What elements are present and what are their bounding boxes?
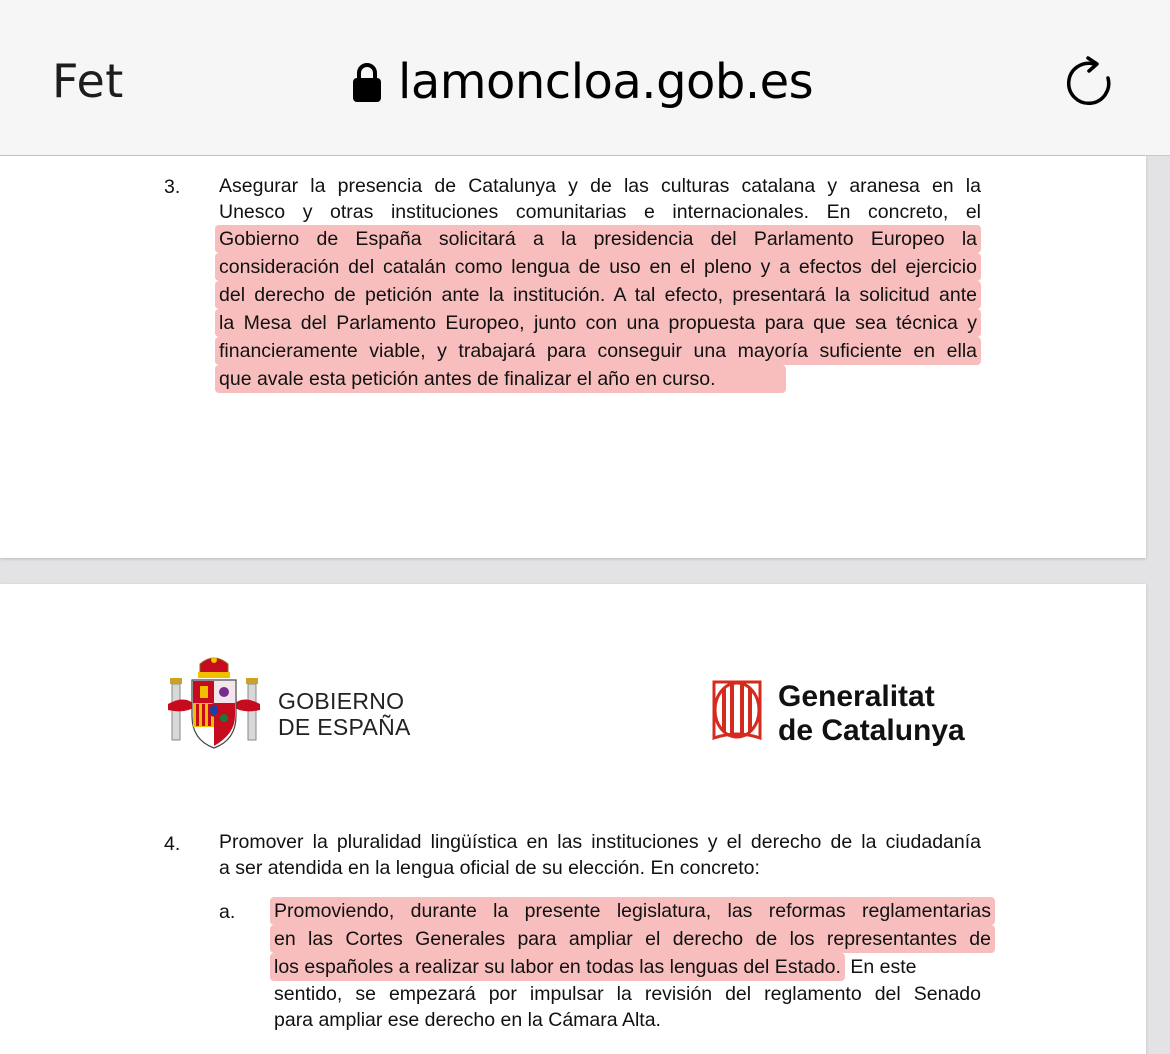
address-bar[interactable] xyxy=(352,52,813,112)
highlight: en las Cortes Generales para ampliar el derecho de los representantes de xyxy=(270,925,995,953)
spain-coat-of-arms-icon xyxy=(166,654,262,752)
generalitat-de-catalunya-logo-text xyxy=(778,680,965,748)
highlighted-line xyxy=(219,365,981,393)
highlight: consideración del catalán como lengua de uso en el pleno y a efectos del ejercicio xyxy=(215,253,981,281)
text-line: sentido, se empezará por impulsar la revisión del reglamento del Senado xyxy=(274,983,981,1005)
highlight: los españoles a realizar su labor en todas las lenguas del Estado. xyxy=(270,953,845,981)
highlighted-line xyxy=(219,337,981,365)
generalitat-senyera-icon xyxy=(708,678,766,742)
text-line: Promover la pluralidad lingüística en las instituciones y el derecho de la ciudadanía xyxy=(219,831,981,853)
item-number: 3. xyxy=(164,176,181,198)
highlighted-line xyxy=(219,281,981,309)
highlight: del derecho de petición ante la institución. A tal efecto, presentará la solicitud ante xyxy=(215,281,981,309)
pdf-page-2 xyxy=(0,584,1146,1054)
text-line xyxy=(274,953,981,981)
highlight: financieramente viable, y trabajará para conseguir una mayoría suficiente en ella xyxy=(215,337,981,365)
highlight: la Mesa del Parlamento Europeo, junto con una propuesta para que sea técnica y xyxy=(215,309,981,337)
reload-icon[interactable] xyxy=(1064,56,1116,108)
text-line: Unesco y otras instituciones comunitarias e internacionales. En concreto, el xyxy=(219,201,981,223)
highlighted-line xyxy=(274,897,991,925)
gobierno-de-espana-logo-text xyxy=(278,688,411,740)
lock-icon xyxy=(352,61,382,103)
item-4a-text xyxy=(274,897,991,1033)
browser-toolbar xyxy=(0,0,1170,156)
pdf-page-1 xyxy=(0,156,1146,558)
item-3-text xyxy=(219,173,981,393)
logo-line: DE ESPAÑA xyxy=(278,714,411,740)
logo-line: GOBIERNO xyxy=(278,688,405,714)
text-line: Asegurar la presencia de Catalunya y de las culturas catalana y aranesa en la xyxy=(219,175,981,197)
highlight: que avale esta petición antes de finalizar el año en curso. xyxy=(215,365,786,393)
sub-item-letter: a. xyxy=(219,901,236,923)
done-button[interactable]: Fet xyxy=(52,54,124,108)
item-4-text xyxy=(219,829,981,881)
highlighted-line xyxy=(274,925,991,953)
text-line: para ampliar ese derecho en la Cámara Alta. xyxy=(274,1009,661,1031)
item-number: 4. xyxy=(164,833,181,855)
logo-line: Generalitat xyxy=(778,680,935,713)
url-text: lamoncloa.gob.es xyxy=(398,54,814,110)
highlighted-line xyxy=(219,253,981,281)
highlight: Gobierno de España solicitará a la presidencia del Parlamento Europeo la xyxy=(215,225,981,253)
text-fragment: En este xyxy=(850,956,917,978)
highlighted-line xyxy=(219,309,981,337)
highlighted-line xyxy=(219,225,981,253)
text-line: a ser atendida en la lengua oficial de su elección. En concreto: xyxy=(219,857,760,879)
logo-line: de Catalunya xyxy=(778,714,965,747)
highlight: Promoviendo, durante la presente legislatura, las reformas reglamentarias xyxy=(270,897,995,925)
